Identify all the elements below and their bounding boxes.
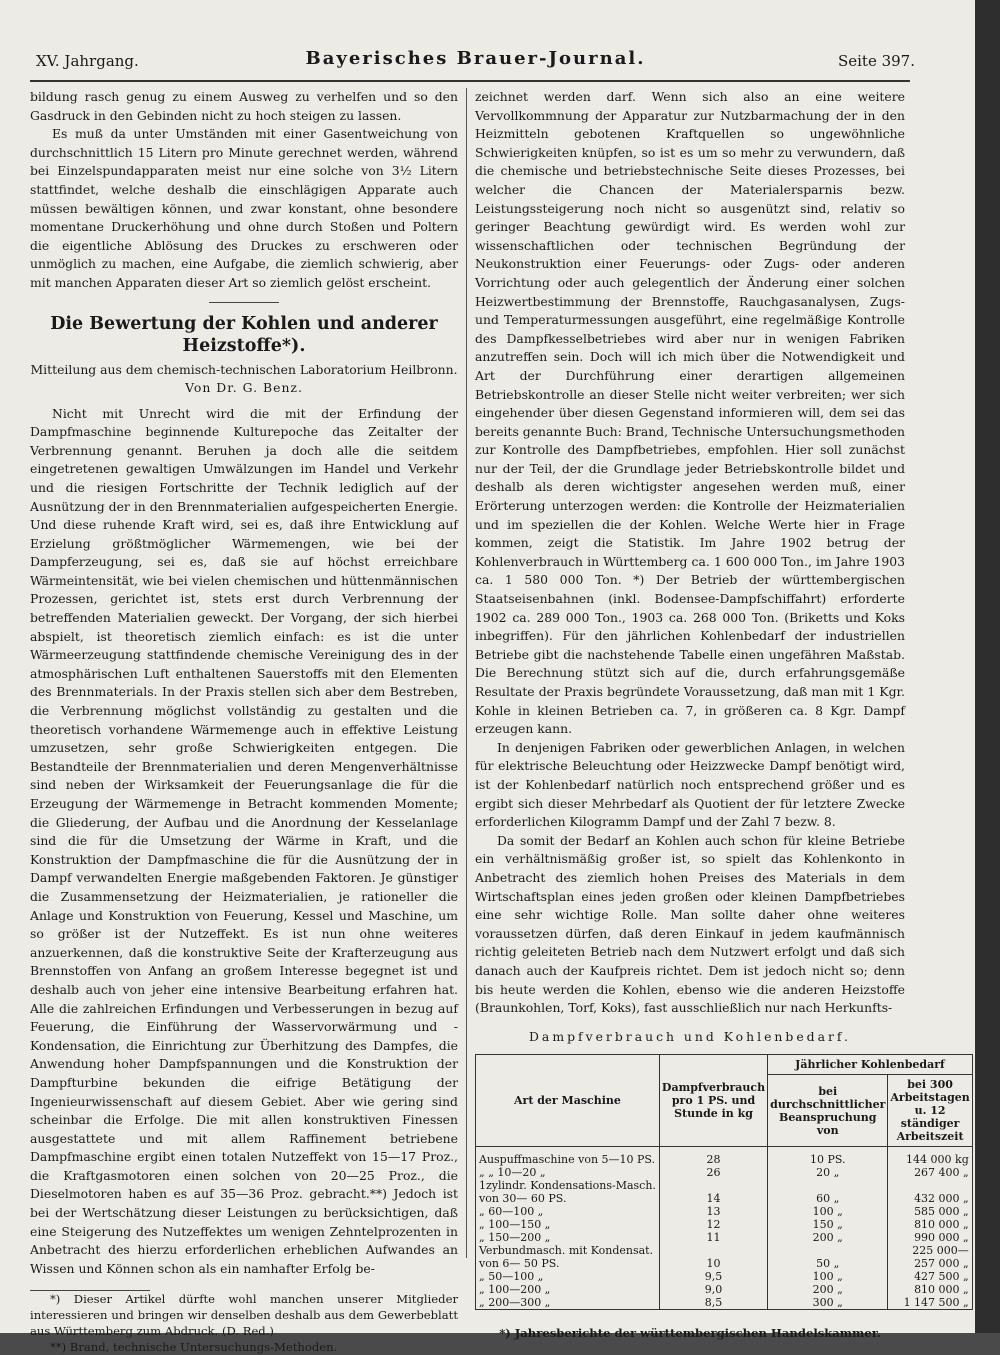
table-group-header: Jährlicher Kohlenbedarf	[768, 1055, 973, 1075]
table-cell: „ 150—200 „	[476, 1231, 660, 1244]
table-cell: Verbundmasch. mit Kondensat.	[476, 1244, 660, 1257]
table-body	[476, 1147, 973, 1310]
table-row	[476, 1192, 973, 1205]
scan-edge	[975, 0, 1000, 1333]
table-row	[476, 1257, 973, 1270]
table-cell: 11	[659, 1231, 767, 1244]
table-cell: 225 000—	[888, 1244, 972, 1257]
steam-coal-table	[475, 1054, 973, 1310]
table-cell: 267 400 „	[888, 1166, 972, 1179]
paragraph: Nicht mit Unrecht wird die mit der Erfindung der Dampfmaschine beginnende Kulturepoche das Zeitalter der Verbrennung genannt. Beruhen ja doch alle die seitdem eingetretenen gewaltigen Umwälzungen im Handel und Verkehr und die riesigen Fortschritte der Technik lediglich auf der Ausnützung der in den Brennmaterialien aufgespeicherten Energie. Und diese ruhende Kraft wird, sei es, daß ihre Entwicklung auf Erzielung größtmöglicher Wärmemengen, wie bei der Dampferzeugung, sei es, daß sie auf höchst erreichbare Wärmeintensität, wie bei vielen chemischen und hüttenmännischen Prozessen, gerichtet ist, stets erst durch Verbrennung der betreffenden Materialien geweckt. Der Vorgang, der sich hierbei abspielt, ist theoretisch ziemlich einfach: es ist die unter Wärmeerzeugung stattfindende chemische Vereinigung des in der atmosphärischen Luft enthaltenen Sauerstoffs mit den Elementen des Brennmaterials. In der Praxis stellen sich aber dem Bestreben, die Verbrennung möglichst vollständig zu gestalten und die theoretisch vorhandene Wärmemenge auch in effektive Leistung umzusetzen, sehr große Schwierigkeiten entgegen. Die Bestandteile der Brennmaterialien und deren Mengenverhältnisse sind neben der Wirksamkeit der Feuerungsanlage die für die Erzeugung der Wärmemenge in Betracht kommenden Momente; die Gliederung, der Aufbau und die Anordnung der Kesselanlage sind die für die Umsetzung der Wärme in Kraft, und die Konstruktion der Dampfmaschine die für die Ausnützung der in Dampf verwandelten Energie maßgebenden Faktoren. Je günstiger die Zusammensetzung der Heizmaterialien, je rationeller die Anlage und Konstruktion von Feuerung, Kessel und Maschine, um so größer ist der Nutzeffekt. Es ist nun ohne weiteres anzuerkennen, daß die konstruktive Seite der Krafterzeugung aus Brennstoffen von Anfang an großem Interesse begegnet ist und deshalb auch von jeher eine intensive Bearbeitung erfahren hat. Alle die zahlreichen Erfindungen und Verbesserungen in bezug auf Feuerung, die Einführung der Wasservorwärmung und -Kondensation, die Einrichtung zur Überhitzung des Dampfes, die Anwendung hoher Dampfspannungen und die Konstruktion der Dampfturbine bekunden die eifrige Betätigung der Ingenieurwissenschaft auf diesem Gebiet. Aber wie gering sind scheinbar die Erfolge. Die mit allen konstruktiven Finessen ausgestattete und mit allem Raffinement betriebene Dampfmaschine ergibt einen totalen Nutzeffekt von 15—17 Proz., die Kraftgasmotoren einen solchen von 20—25 Proz., die Dieselmotoren haben es auf 35—36 Proz. gebracht.**) Jedoch ist bei der Wertschätzung dieser Leistungen zu berücksichtigen, daß eine Steigerung des Nutzeffektes um wenigen Zehntelprozenten in Anbetracht des hierzu erforderlichen erheblichen Aufwandes an Wissen und Können schon als ein namhafter Erfolg be-	[30, 405, 458, 1276]
table-cell: 990 000 „	[888, 1231, 972, 1244]
left-column	[30, 88, 458, 1355]
table-cell	[768, 1244, 888, 1257]
paragraph: zeichnet werden darf. Wenn sich also an eine weitere Vervollkommnung der Apparatur zur Nutzbarmachung der in den Heizmitteln gebotenen Kraftquellen so ungewöhnliche Schwierigkeiten knüpfen, so ist es um so mehr zu verwundern, daß die chemische und betriebstechnische Seite dieses Prozesses, bei welcher die Chancen der Materialersparnis bezw. Leistungssteigerung noch nicht so ausgenützt sind, relativ so geringer Beachtung gewürdigt wird. Es werden wohl zur wissenschaftlichen oder technischen Begründung der Neukonstruktion einer Feuerungs- oder Zugs- oder anderen Vorrichtung oder auch gelegentlich der Änderung einer solchen Heizwertbestimmung der Brennstoffe, Rauchgasanalysen, Zugs- und Temperaturmessungen ausgeführt, eine regelmäßige Kontrolle des Dampfkesselbetriebes wird aber nur in wenigen Fabriken anzutreffen sein. Doch will ich mich über die Notwendigkeit und Art der Durchführung einer derartigen allgemeinen Betriebskontrolle an dieser Stelle nicht weiter verbreiten; wer sich eingehender über diesen Gegenstand informieren will, dem sei das bereits genannte Buch: Brand, Technische Untersuchungsmethoden zur Kontrolle des Dampfbetriebes, empfohlen. Hier soll zunächst nur der Teil, der die Grundlage jeder Betriebskontrolle bildet und deshalb als deren wichtigster angesehen werden muß, einer Erörterung unterzogen werden: die Kontrolle der Heizmaterialien und im speziellen die der Kohlen. Welche Werte hier in Frage kommen, zeigt die Statistik. Im Jahre 1902 betrug der Kohlenverbrauch in Württemberg ca. 1 600 000 Ton., im Jahre 1903 ca. 1 580 000 Ton. *) Der Betrieb der württembergischen Staatseisenbahnen (inkl. Bodensee-Dampfschiffahrt) erforderte 1902 ca. 289 000 Ton., 1903 ca. 268 000 Ton. (Briketts und Koks inbegriffen). Für den jährlichen Kohlenbedarf der industriellen Betriebe gibt die nachstehende Tabelle einen ungefähren Maßstab. Die Berechnung stützt sich auf die, durch erfahrungsgemäße Resultate der Praxis begründete Voraussetzung, daß man mit 1 Kgr. Kohle in kleinen Betrieben ca. 7, in größeren ca. 8 Kgr. Dampf erzeugen kann.	[475, 89, 905, 737]
table-row	[476, 1218, 973, 1231]
table-cell: 1 147 500 „	[888, 1296, 972, 1310]
table-cell: 50 „	[768, 1257, 888, 1270]
table-header-cell: Art der Maschine	[476, 1055, 660, 1147]
table-cell	[888, 1179, 972, 1192]
table-cell: 20 „	[768, 1166, 888, 1179]
table-cell: von 30— 60 PS.	[476, 1192, 660, 1205]
table-cell	[768, 1179, 888, 1192]
table-cell	[659, 1179, 767, 1192]
table-cell: 585 000 „	[888, 1205, 972, 1218]
table-cell: 150 „	[768, 1218, 888, 1231]
table-row	[476, 1283, 973, 1296]
table-header-cell: bei 300 Arbeitstagen u. 12 ständiger Arbeitszeit	[888, 1075, 972, 1147]
paragraph: Es muß da unter Umständen mit einer Gasentweichung von durchschnittlich 15 Litern pro Minute gerechnet werden, während bei Einzelspundapparaten meist nur eine solche von 3½ Litern stattfindet, welche deshalb die einschlägigen Apparate auch müssen bewältigen können, und zwar konstant, ohne besondere momentane Druckerhöhung und ohne durch Stoßen und Poltern die eigentliche Ablösung des Druckes zu erschweren oder unmöglich zu machen, eine Aufgabe, die ziemlich schwierig, aber mit manchen Apparaten dieser Art so ziemlich gelöst erscheint.	[30, 126, 458, 290]
table-cell: 9,0	[659, 1283, 767, 1296]
table-title: Dampfverbrauch und Kohlenbedarf.	[529, 1028, 851, 1044]
table-row	[476, 1147, 973, 1167]
table-cell: 810 000 „	[888, 1283, 972, 1296]
table-cell: „ 200—300 „	[476, 1296, 660, 1310]
table-cell: 1zylindr. Kondensations-Masch.	[476, 1179, 660, 1192]
volume-label: XV. Jahrgang.	[36, 52, 139, 70]
table-row	[476, 1231, 973, 1244]
table-cell: 300 „	[768, 1296, 888, 1310]
header-rule	[30, 80, 910, 82]
table-cell: „ 100—150 „	[476, 1218, 660, 1231]
table-cell: 13	[659, 1205, 767, 1218]
table-cell: 100 „	[768, 1205, 888, 1218]
table-header-cell: Dampfverbrauch pro 1 PS. und Stunde in kg	[659, 1055, 767, 1147]
table-cell: 200 „	[768, 1283, 888, 1296]
table-cell: „ 100—200 „	[476, 1283, 660, 1296]
column-divider	[466, 88, 467, 1258]
article-subtitle: Mitteilung aus dem chemisch-technischen Laboratorium Heilbronn.	[30, 361, 458, 377]
table-cell: 100 „	[768, 1270, 888, 1283]
right-column	[475, 88, 970, 1343]
paragraph: Da somit der Bedarf an Kohlen auch schon für kleine Betriebe ein verhältnismäßig großer ist, so spielt das Kohlenkonto in Anbetracht des ziemlich hohen Preises des Materials in dem Wirtschaftsplan eines jeden großen oder kleinen Dampfbetriebes eine sehr wichtige Rolle. Man sollte daher ohne weiteres voraussetzen dürfen, daß deren Einkauf in jedem kaufmännisch richtig geleiteten Betrieb nach dem Nutzwert erfolgt und daß sich danach auch der Kaufpreis richtet. Dem ist jedoch nicht so; denn bis heute werden die Kohlen, ebenso wie die anderen Heizstoffe (Braunkohlen, Torf, Koks), fast ausschließlich nur nach Herkunfts-	[475, 832, 905, 1016]
article-title: Die Bewertung der Kohlen und anderer Heizstoffe*).	[50, 313, 438, 356]
table-row	[476, 1296, 973, 1310]
table-cell: von 6— 50 PS.	[476, 1257, 660, 1270]
table-cell: „ „ 10—20 „	[476, 1166, 660, 1179]
table-cell: „ 50—100 „	[476, 1270, 660, 1283]
page-header	[36, 48, 915, 78]
section-separator	[209, 302, 279, 303]
table-cell: 26	[659, 1166, 767, 1179]
table-cell: 10 PS.	[768, 1147, 888, 1167]
table-footnote: *) Jahresberichte der württembergischen Handelskammer.	[499, 1326, 881, 1341]
table-cell: 9,5	[659, 1270, 767, 1283]
table-header-cell: bei durchschnittlicher Beanspruchung von	[768, 1075, 888, 1147]
table-cell: 810 000 „	[888, 1218, 972, 1231]
table-row	[476, 1205, 973, 1218]
table-cell: 432 000 „	[888, 1192, 972, 1205]
table-cell	[659, 1244, 767, 1257]
table-row	[476, 1270, 973, 1283]
table-cell: 28	[659, 1147, 767, 1167]
table-cell: 10	[659, 1257, 767, 1270]
table-cell: 8,5	[659, 1296, 767, 1310]
table-cell: 427 500 „	[888, 1270, 972, 1283]
table-cell: 14	[659, 1192, 767, 1205]
table-row	[476, 1179, 973, 1192]
paragraph: bildung rasch genug zu einem Ausweg zu verhelfen und so den Gasdruck in den Gebinden nicht zu hoch steigen zu lassen.	[30, 89, 458, 123]
paragraph: In denjenigen Fabriken oder gewerblichen Anlagen, in welchen für elektrische Beleuchtung oder Heizzwecke Dampf benötigt wird, ist der Kohlenbedarf natürlich noch entsprechend größer und es ergibt sich dieser Mehrbedarf als Quotient der für letztere Zwecke erforderlichen Kilogramm Dampf und der Zahl 7 bezw. 8.	[475, 739, 905, 830]
footnote: *) Dieser Artikel dürfte wohl manchen unserer Mitglieder interessieren und bringen wir denselben deshalb aus dem Gewerbeblatt aus Württemberg zum Abdruck. (D. Red.)	[30, 1292, 458, 1339]
table-cell: 60 „	[768, 1192, 888, 1205]
footnote: **) Brand, technische Untersuchungs-Methoden.	[50, 1340, 338, 1355]
table-cell: Auspuffmaschine von 5—10 PS.	[476, 1147, 660, 1167]
table-row	[476, 1244, 973, 1257]
table-cell: 12	[659, 1218, 767, 1231]
table-cell: „ 60—100 „	[476, 1205, 660, 1218]
journal-title: Bayerisches Brauer-Journal.	[305, 48, 646, 69]
table-cell: 257 000 „	[888, 1257, 972, 1270]
table-row	[476, 1166, 973, 1179]
page-number: Seite 397.	[837, 52, 915, 70]
article-author: Von Dr. G. Benz.	[185, 379, 303, 395]
table-cell: 144 000 kg	[888, 1147, 972, 1167]
table-cell: 200 „	[768, 1231, 888, 1244]
